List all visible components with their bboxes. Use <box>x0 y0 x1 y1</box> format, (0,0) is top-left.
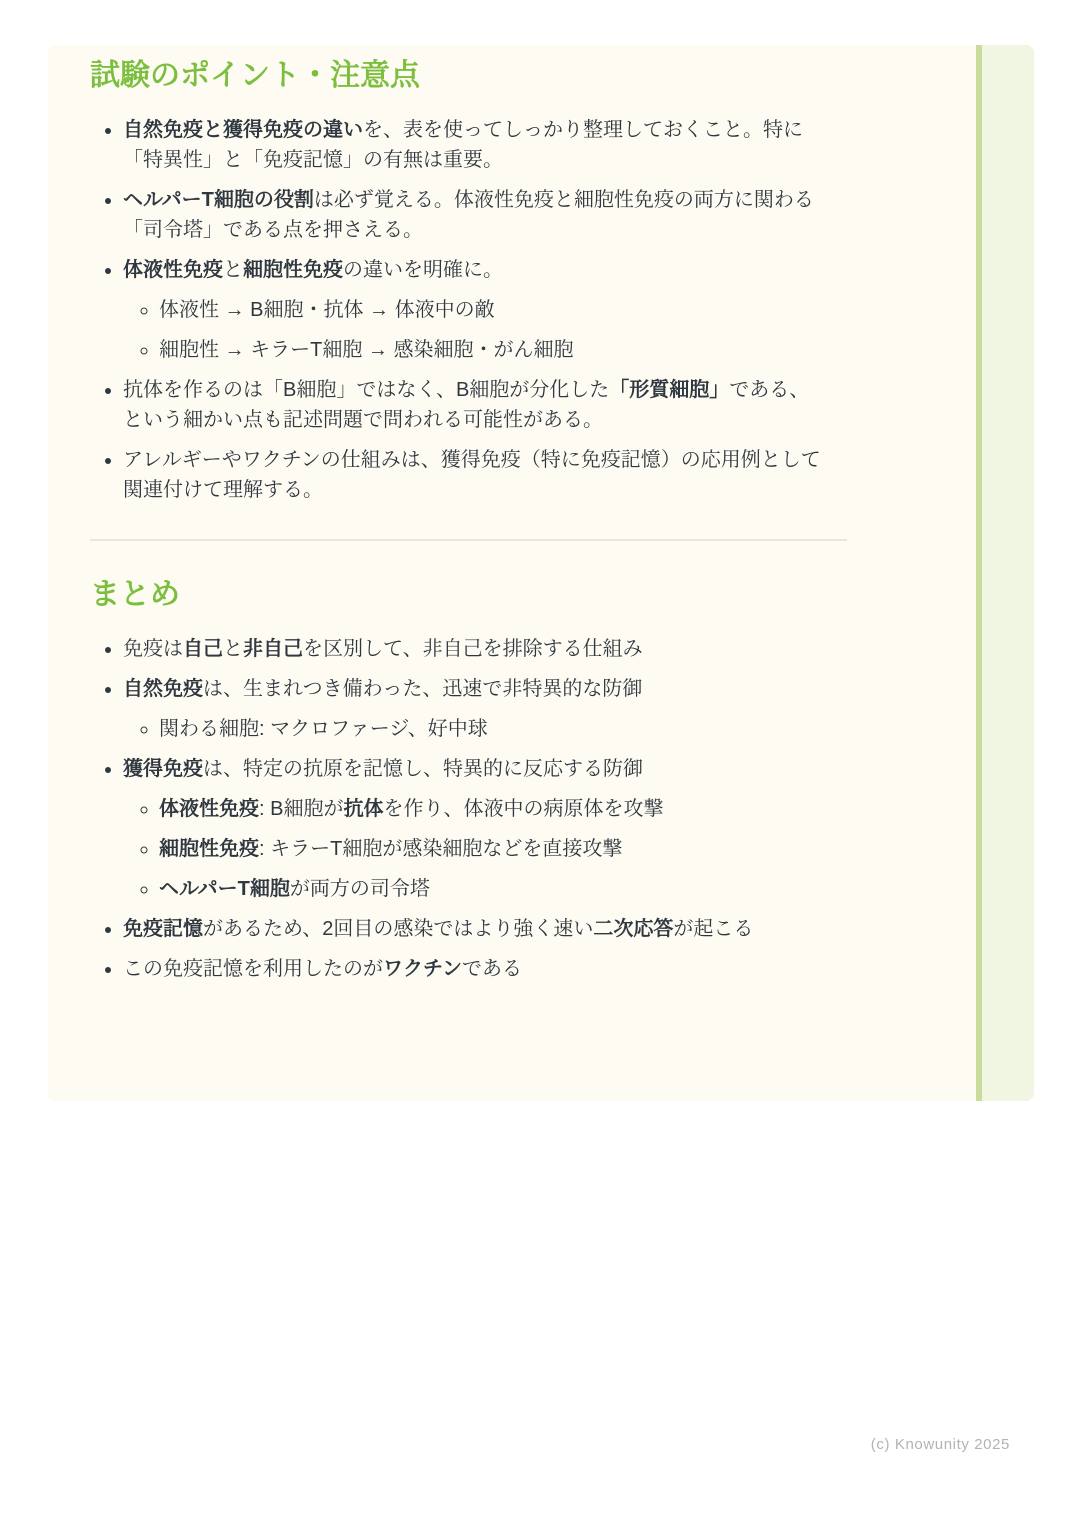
bold-text: ワクチン <box>383 958 462 980</box>
bold-text: 二次応答 <box>593 918 674 940</box>
list-item <box>123 754 828 904</box>
sub-bullet-list <box>123 295 828 365</box>
text: この免疫記憶を利用したのが <box>123 958 383 980</box>
card-content <box>90 58 847 994</box>
text: 抗体を作るのは「B細胞」ではなく、B細胞が分化した <box>123 379 610 401</box>
list-item <box>123 954 828 984</box>
bold-text: 「形質細胞」 <box>609 379 730 401</box>
text: は、生まれつき備わった、迅速で非特異的な防御 <box>203 678 643 700</box>
list-item <box>123 634 828 664</box>
list-item <box>123 255 828 365</box>
sub-list-item <box>159 335 828 365</box>
text: 体液性 → B細胞・抗体 → 体液中の敵 <box>159 299 495 321</box>
text: 免疫は <box>123 638 183 660</box>
bold-text: 免疫記憶 <box>123 918 203 940</box>
text: が両方の司令塔 <box>289 878 430 900</box>
text: は必ず覚える。体液性免疫と細胞性免疫の両方に関わる「司令塔」である点を押さえる。 <box>123 189 814 241</box>
sub-list-item <box>159 874 828 904</box>
section-title-summary: まとめ <box>90 578 180 611</box>
text: アレルギーやワクチンの仕組みは、獲得免疫（特に免疫記憶）の応用例として関連付けて理解する。 <box>123 449 821 501</box>
bold-text: 体液性免疫 <box>123 259 223 281</box>
text: があるため、2回目の感染ではより強く速い <box>203 918 594 940</box>
text: : B細胞が <box>259 798 344 820</box>
text: と <box>223 638 243 660</box>
sub-list-item <box>159 794 828 824</box>
sub-list-item <box>159 714 828 744</box>
section-exam-points <box>90 58 847 505</box>
section-summary <box>90 577 847 984</box>
bold-text: ヘルパーT細胞の役割 <box>123 189 314 211</box>
section-divider <box>90 539 847 541</box>
card-accent-strip <box>976 45 1034 1101</box>
copyright-footer: (c) Knowunity 2025 <box>870 1436 1010 1453</box>
section-title-exam-points: 試験のポイント・注意点 <box>90 59 420 92</box>
bullet-list-exam-points <box>90 115 828 505</box>
text: 細胞性 → キラーT細胞 → 感染細胞・がん細胞 <box>159 339 574 361</box>
bold-text: ヘルパーT細胞 <box>159 878 290 900</box>
text: を作り、体液中の病原体を攻撃 <box>383 798 664 820</box>
sub-list-item <box>159 834 828 864</box>
list-item <box>123 115 828 175</box>
notes-card <box>48 45 1034 1101</box>
text: は、特定の抗原を記憶し、特異的に反応する防御 <box>203 758 643 780</box>
text: が起こる <box>673 918 754 940</box>
text: を、表を使ってしっかり整理しておくこと。特に「特異性」と「免疫記憶」の有無は重要。 <box>123 119 803 171</box>
text: : キラーT細胞が感染細胞などを直接攻撃 <box>259 838 623 860</box>
bold-text: 自然免疫と獲得免疫の違い <box>123 119 363 141</box>
bold-text: 細胞性免疫 <box>243 259 343 281</box>
sub-bullet-list <box>123 794 828 904</box>
list-item <box>123 445 828 505</box>
list-item <box>123 375 828 435</box>
bold-text: 獲得免疫 <box>123 758 203 780</box>
text: である、という細かい点も記述問題で問われる可能性がある。 <box>123 379 810 431</box>
text: の違いを明確に。 <box>343 259 503 281</box>
sub-list-item <box>159 295 828 325</box>
list-item <box>123 674 828 744</box>
text: 関わる細胞: マクロファージ、好中球 <box>159 718 488 740</box>
list-item <box>123 185 828 245</box>
text: を区別して、非自己を排除する仕組み <box>303 638 643 660</box>
text: と <box>223 259 243 281</box>
bold-text: 自己 <box>183 638 223 660</box>
bold-text: 抗体 <box>343 798 384 820</box>
bold-text: 非自己 <box>243 638 303 660</box>
text: である <box>462 958 522 980</box>
bold-text: 細胞性免疫 <box>159 838 259 860</box>
bold-text: 体液性免疫 <box>159 798 259 820</box>
sub-bullet-list <box>123 714 828 744</box>
list-item <box>123 914 828 944</box>
bullet-list-summary <box>90 634 828 984</box>
bold-text: 自然免疫 <box>123 678 203 700</box>
